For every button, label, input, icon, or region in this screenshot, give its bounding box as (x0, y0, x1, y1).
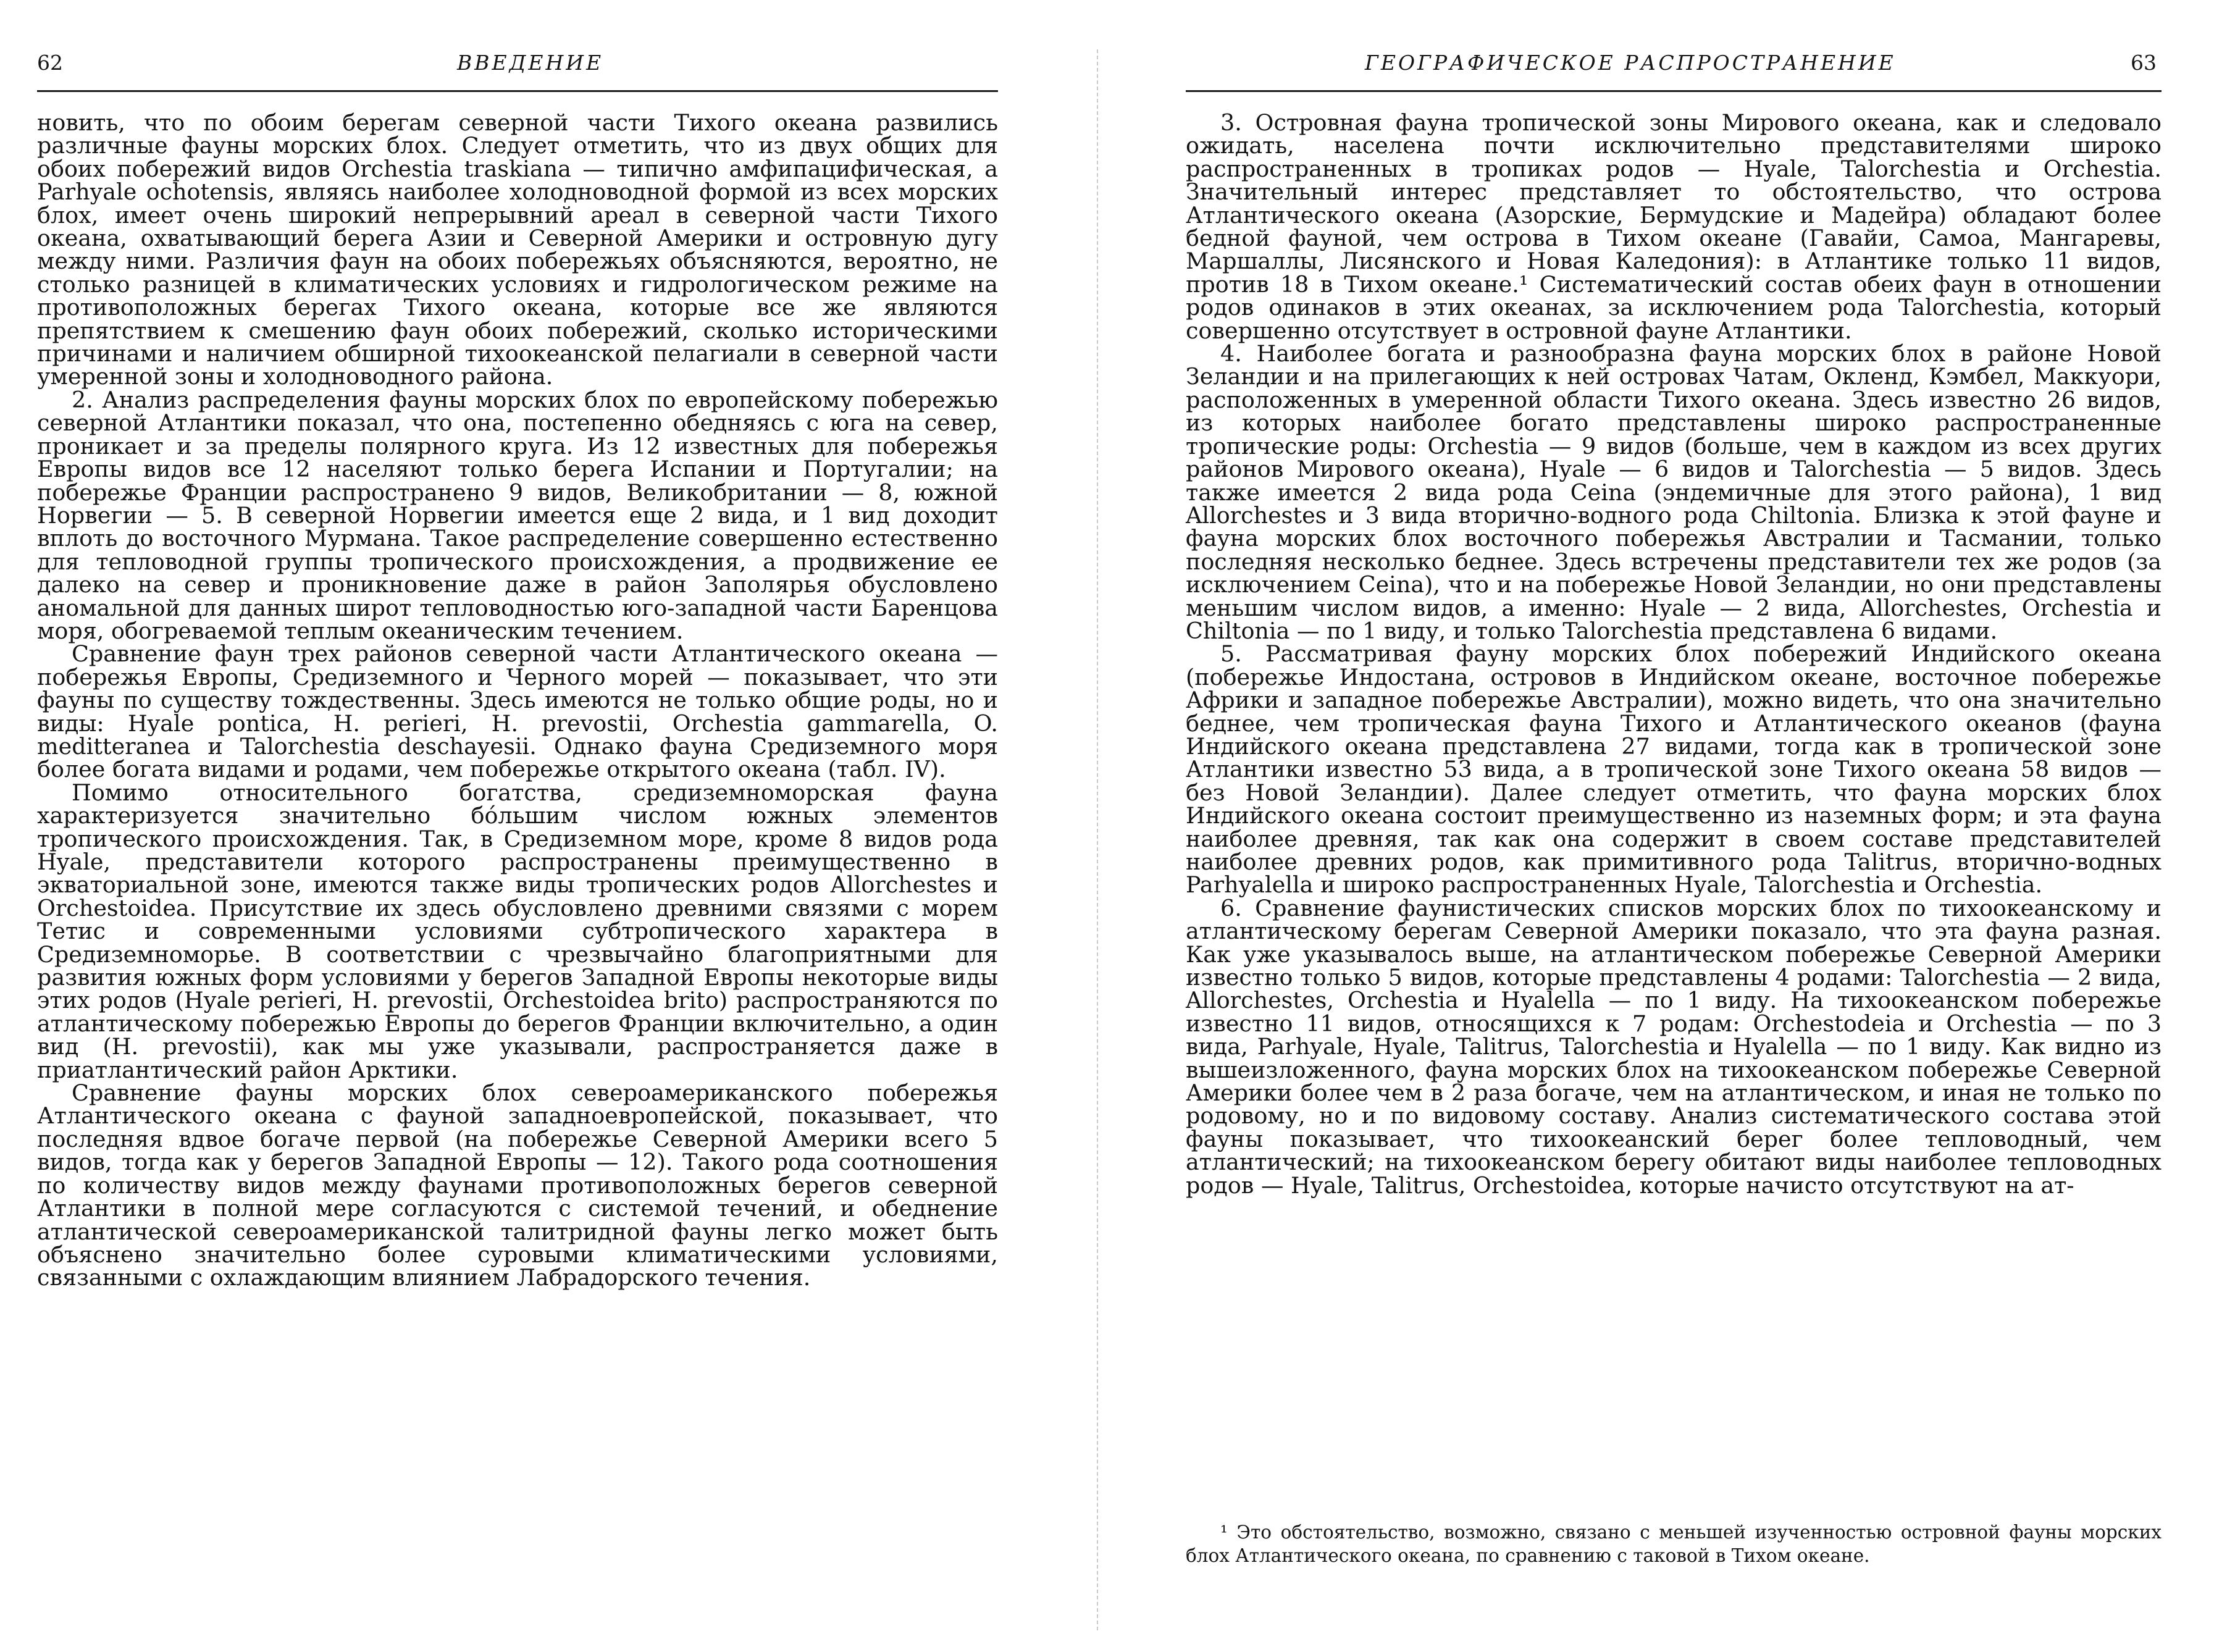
right-header-rule (1186, 90, 2162, 92)
right-page (1112, 0, 2214, 1652)
left-body-text (37, 111, 998, 1289)
right-paragraph-3: 5. Рассматривая фауну морских блох побережий Индийского океана (побережье Индостана, островов в Индийском океане, восточное побережье Африки и западное побережье Австралии), можно видеть, что она значительно беднее, чем тропическая фауна Тихого и Атлантического океанов (фауна Индийского океана представлена 27 видами, тогда как в тропической зоне Атлантики известно 53 вида, а в тропической зоне Тихого океана 58 видов — без Новой Зеландии). Далее следует отметить, что фауна морских блох Индийского океана состоит преимущественно из наземных форм; и эта фауна наиболее древняя, так как она содержит в своем составе представителей наиболее древних родов, как примитивного рода Talitrus, вторично-водных Parhyalella и широко распространенных Hyale, Talorchestia и Orchestia. (1186, 640, 2162, 899)
right-paragraph-1: 3. Островная фауна тропической зоны Мирового океана, как и следовало ожидать, населена почти исключительно представителями широко распространенных в тропиках родов — Hyale, Talorchestia и Orchestia. Значительный интерес представляет то обстоятельство, что острова Атлантического океана (Азорские, Бермудские и Мадейра) обладают более бедной фауной, чем острова в Тихом океане (Гавайи, Самоа, Мангаревы, Маршаллы, Лисянского и Новая Каледония): в Атлантике только 11 видов, против 18 в Тихом океане.¹ Систематический состав обеих фаун в отношении родов одинаков в этих океанах, за исключением рода Talorchestia, который совершенно отсутствует в островной фауне Атлантики. (1186, 109, 2162, 344)
left-paragraph-1: новить, что по обоим берегам северной части Тихого океана развились различные фауны морских блох. Следует отметить, что из двух общих для обоих побережий видов Orchestia traskiana — типично амфипацифическая, а Parhyale ochotensis, являясь наиболее холодноводной формой из всех морских блох, имеет очень широкий непрерывний ареал в северной части Тихого океана, охватывающий берега Азии и Северной Америки и островную дугу между ними. Различия фаун на обоих побережьях объясняются, вероятно, не столько разницей в климатических условиях и гидрологическом режиме на противоположных берегах Тихого океана, которые все же являются препятствием к смешению фаун обоих побережий, сколько историческими причинами и наличием обширной тихоокеанской пелагиали в северной части умеренной зоны и холодноводного района. (37, 109, 998, 390)
right-running-head-title: ГЕОГРАФИЧЕСКОЕ РАСПРОСТРАНЕНИЕ (1365, 51, 1896, 75)
footnote (1186, 1520, 2162, 1567)
left-running-head-title: ВВЕДЕНИЕ (457, 51, 604, 75)
right-body-text (1186, 111, 2162, 1197)
left-paragraph-5: Сравнение фауны морских блох североамериканского побережья Атлантического океана с фауной западноевропейской, показывает, что последняя вдвое богаче первой (на побережье Северной Америки всего 5 видов, тогда как у берегов Западной Европы — 12). Такого рода соотношения по количеству видов между фаунами противоположных берегов северной Атлантики в полной мере согласуются с системой течений, и обеднение атлантической североамериканской талитридной фауны легко может быть объяснено значительно более суровыми климатическими условиями, связанными с охлаждающим влиянием Лабрадорского течения. (37, 1080, 998, 1291)
left-page-number: 62 (37, 51, 63, 75)
left-paragraph-2: 2. Анализ распределения фауны морских блох по европейскому побережью северной Атлантики показал, что она, постепенно обедняясь с юга на север, проникает и за пределы полярного круга. Из 12 известных для побережья Европы видов все 12 населяют только берега Испании и Португалии; на побережье Франции распространено 9 видов, Великобритании — 8, южной Норвегии — 5. В северной Норвегии имеется еще 2 вида, и 1 вид доходит вплоть до восточного Мурмана. Такое распределение совершенно естественно для тепловодной группы тропического происхождения, а продвижение ее далеко на север и проникновение даже в район Заполярья обусловлено аномальной для данных широт тепловодностью юго-западной части Баренцова моря, обогреваемой теплым океаническим течением. (37, 386, 998, 644)
right-paragraph-4: 6. Сравнение фаунистических списков морских блох по тихоокеанскому и атлантическому берегам Северной Америки показало, что эта фауна разная. Как уже указывалось выше, на атлантическом побережье Северной Америки известно только 5 видов, которые представлены 4 родами: Talorchestia — 2 вида, Allorchestes, Orchestia и Hyalella — по 1 виду. На тихоокеанском побережье известно 11 видов, относящихся к 7 родам: Orchestodeia и Orchestia — по 3 вида, Parhyale, Hyale, Talitrus, Talorchestia и Hyalella — по 1 виду. Как видно из вышеизложенного, фауна морских блох на тихоокеанском побережье Северной Америки более чем в 2 раза богаче, чем на атлантическом, и иная не только по родовому, но и по видовому составу. Анализ систематического состава этой фауны показывает, что тихоокеанский берег более тепловодный, чем атлантический; на тихоокеанском берегу обитают виды наиболее тепловодных родов — Hyale, Talitrus, Orchestoidea, которые начисто отсутствуют на ат- (1186, 894, 2162, 1199)
left-page (0, 0, 1075, 1652)
left-paragraph-4: Помимо относительного богатства, средиземноморская фауна характеризуется значительно бóльшим числом южных элементов тропического происхождения. Так, в Средиземном море, кроме 8 видов рода Hyale, представители которого распространены преимущественно в экваториальной зоне, имеются также виды тропических родов Allorchestes и Orchestoidea. Присутствие их здесь обусловлено древними связями с морем Тетис и современными условиями субтропического характера в Средиземноморье. В соответствии с чрезвычайно благоприятными для развития южных форм условиями у берегов Западной Европы некоторые виды этих родов (Hyale perieri, H. prevostii, Orchestoidea brito) распространяются по атлантическому побережью Европы до берегов Франции включительно, а один вид (H. prevostii), как мы уже указывали, распространяется даже в приатлантический район Арктики. (37, 779, 998, 1083)
right-paragraph-2: 4. Наиболее богата и разнообразна фауна морских блох в районе Новой Зеландии и на прилегающих к ней островах Чатам, Окленд, Кэмбел, Маккуори, расположенных в умеренной области Тихого океана. Здесь известно 26 видов, из которых наиболее богато представлены широко распространенные тропические роды: Orchestia — 9 видов (больше, чем в каждом из всех других районов Мирового океана), Hyale — 6 видов и Talorchestia — 5 видов. Здесь также имеется 2 вида рода Ceina (эндемичные для этого района), 1 вид Allorchestes и 3 вида вторично-водного рода Chiltonia. Близка к этой фауне и фауна морских блох восточного побережья Австралии и Тасмании, только последняя несколько беднее. Здесь встречены представители тех же родов (за исключением Ceina), что и на побережье Новой Зеландии, но они представлены меньшим числом видов, а именно: Hyale — 2 вида, Allorchestes, Orchestia и Chiltonia — по 1 виду, и только Talorchestia представлена 6 видами. (1186, 340, 2162, 644)
book-gutter (1097, 49, 1098, 1630)
right-page-number: 63 (2131, 51, 2157, 75)
left-paragraph-3: Сравнение фаун трех районов северной части Атлантического океана — побережья Европы, Средиземного и Черного морей — показывает, что эти фауны по существу тождественны. Здесь имеются не только общие роды, но и виды: Hyale pontica, H. perieri, H. prevostii, Orchestia gammarella, O. meditteranea и Talorchestia deschayesii. Однако фауна Средиземного моря более богата видами и родами, чем побережье открытого океана (табл. IV). (37, 640, 998, 783)
right-running-header (1186, 42, 2162, 85)
footnote-text: ¹ Это обстоятельство, возможно, связано с меньшей изученностью островной фауны морских блох Атлантического океана, по сравнению с таковой в Тихом океане. (1186, 1522, 2162, 1566)
left-running-header (37, 42, 1000, 85)
left-header-rule (37, 90, 998, 92)
